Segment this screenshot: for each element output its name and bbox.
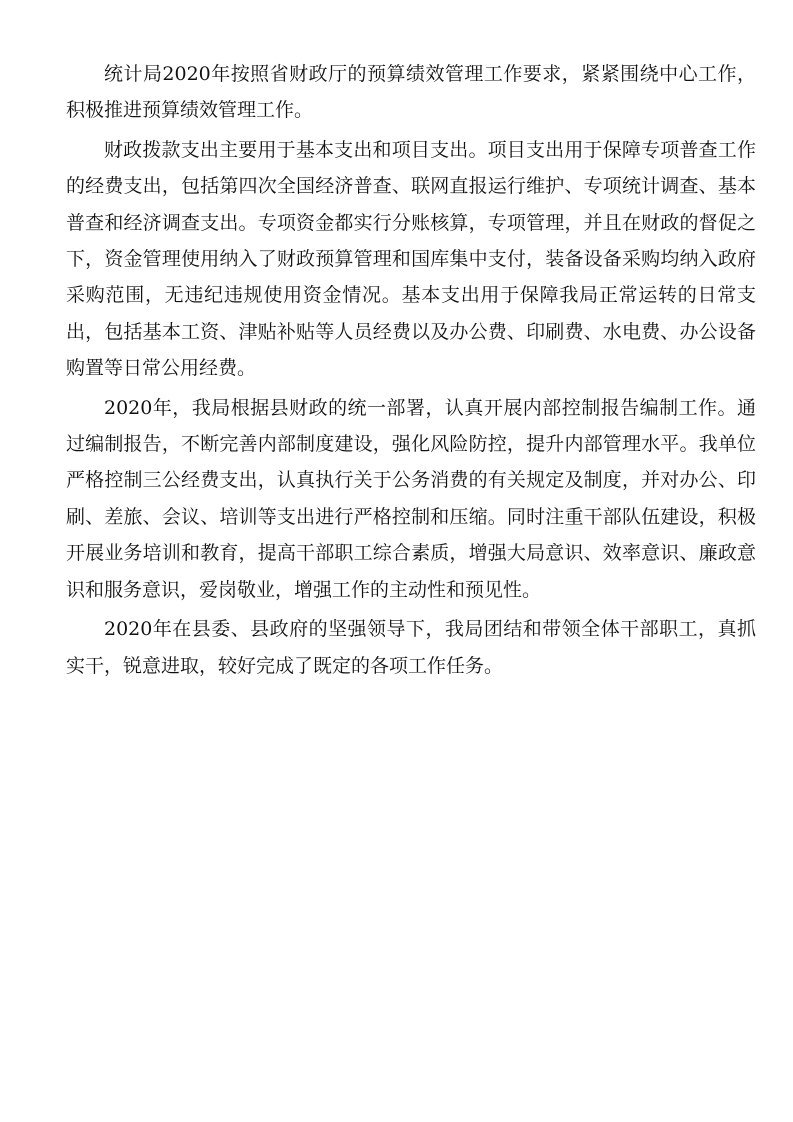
paragraph-fiscal-expenditure: 财政拨款支出主要用于基本支出和项目支出。项目支出用于保障专项普查工作的经费支出，包括第四次全国经济普查、联网直报运行维护、专项统计调查、基本普查和经济调查支出。专项资金都实行分账核算，专项管理，并且在财政的督促之下，资金管理使用纳入了财政预算管理和国库集中支付，装备设备采购均纳入政府采购范围，无违纪违规使用资金情况。基本支出用于保障我局正常运转的日常支出，包括基本工资、津贴补贴等人员经费以及办公费、印刷费、水电费、办公设备购置等日常公用经费。 [66,138,756,380]
document-body [66,56,756,687]
paragraph-internal-control: 2020年，我局根据县财政的统一部署，认真开展内部控制报告编制工作。通过编制报告，不断完善内部制度建设，强化风险防控，提升内部管理水平。我单位严格控制三公经费支出，认真执行关于公务消费的有关规定及制度，并对办公、印刷、差旅、会议、培训等支出进行严格控制和压缩。同时注重干部队伍建设，积极开展业务培训和教育，提高干部职工综合素质，增强大局意识、效率意识、廉政意识和服务意识，爱岗敬业，增强工作的主动性和预见性。 [66,396,756,601]
paragraph-budget-performance: 统计局2020年按照省财政厅的预算绩效管理工作要求，紧紧围绕中心工作，积极推进预算绩效管理工作。 [66,63,756,122]
paragraph-summary: 2020年在县委、县政府的坚强领导下，我局团结和带领全体干部职工，真抓实干，锐意进取，较好完成了既定的各项工作任务。 [66,618,756,677]
